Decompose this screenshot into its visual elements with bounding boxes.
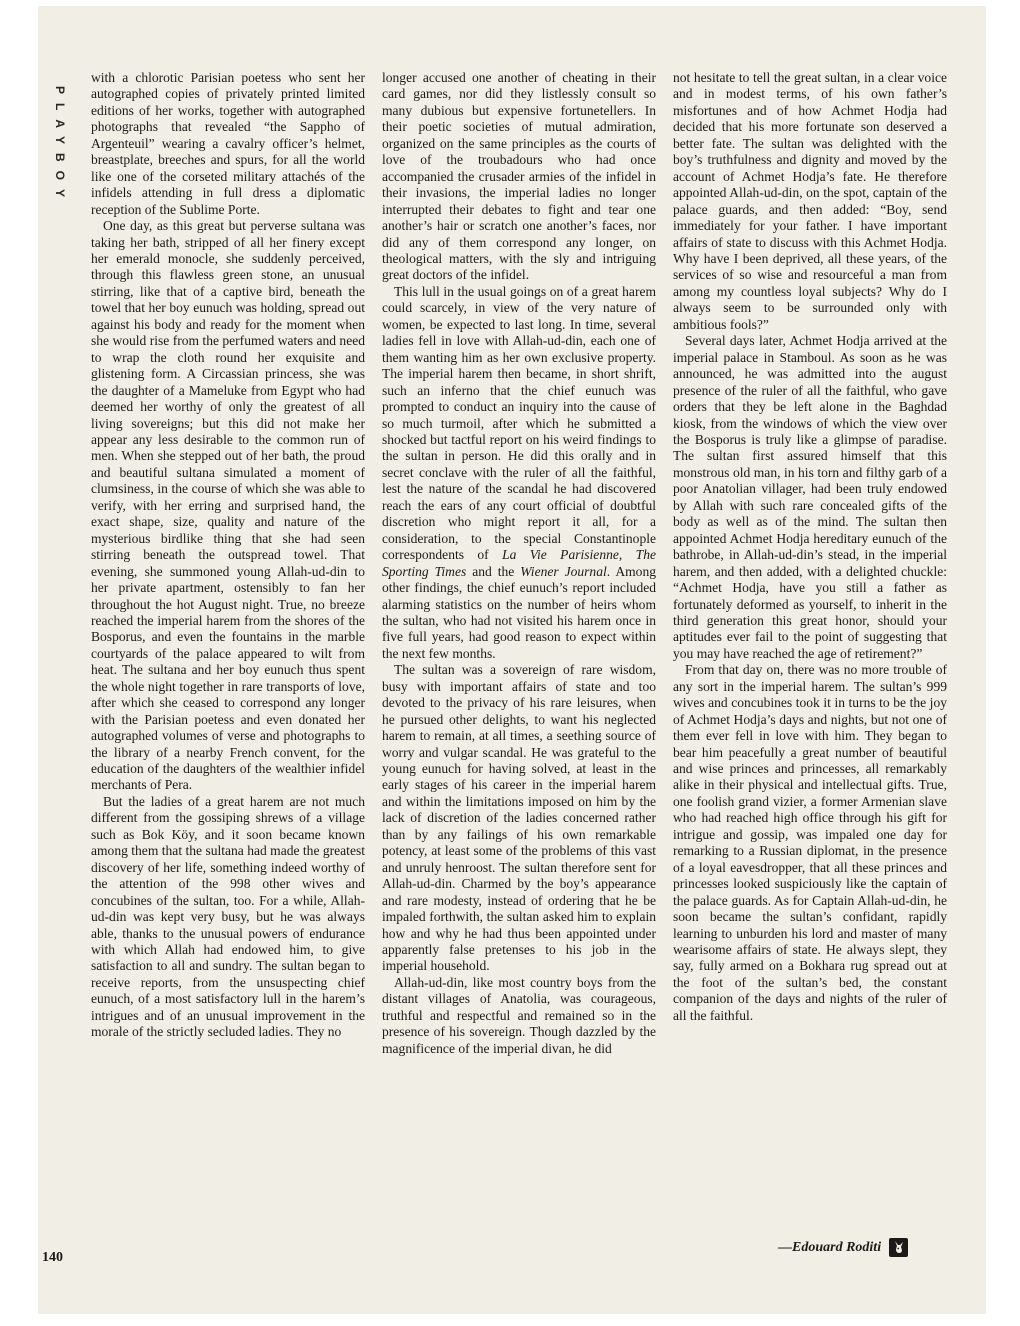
publication-title: The Sporting Times [382, 547, 656, 579]
article-paragraph [382, 662, 656, 975]
article-column-1 [91, 70, 365, 1041]
rabbit-head-end-mark-icon [889, 1238, 908, 1257]
paragraph-text: One day, as this great but perverse sultana was taking her bath, stripped of all her finery except her emerald monocle, she suddenly perceived, through this flawless green stone, an unusual stirring, like that of a captive bird, beneath the towel that her boy eunuch was holding, spread out against his body and ready for the moment when she would rise from the perfumed waters and need to wrap the cloth round her exquisite and glistening form. A Circassian princess, she was the daughter of a Mameluke from Egypt who had deemed her worthy of only the greatest of all living sovereigns; but this did not make her appear any less desirable to the common run of men. When she stepped out of her bath, the proud and beautiful sultana simulated a moment of clumsiness, in the course of which she was able to verify, with her erring and surprised hand, the exact shape, size, quality and nature of the mysterious birdlike thing that she had seen stirring beneath the outspread towel. That evening, she summoned young Allah-ud-din to her private apartment, ostensibly to fan her throughout the hot August night. True, no breeze reached the imperial harem from the shores of the Bosporus, and even the fountains in the marble courtyards of the palace appeared to wilt from heat. The sultana and her boy eunuch thus spent the whole night together in rare transports of love, after which she ceased to correspond any longer with the Parisian poetess and even donated her autographed volumes of verse and photographs to the library of a nearby French convent, for the education of the daughters of the wealthier infidel merchants of Pera. [91, 218, 365, 793]
paragraph-text: with a chlorotic Parisian poetess who sent her autographed copies of privately printed limited editions of her works, together with autographed photographs that revealed “the Sappho of Argenteuil” wearing a cavalry officer’s helmet, breastplate, breeches and spurs, for all the world like one of the corseted military attachés of the infidels attending in full dress a diplomatic reception of the Sublime Porte. [91, 70, 365, 217]
paragraph-text: Allah-ud-din, like most country boys from the distant villages of Anatolia, was courageous, truthful and respectful and remained so in the presence of his sovereign. Though dazzled by the magnificence of the imperial divan, he did [382, 974, 656, 1056]
paragraph-text: Several days later, Achmet Hodja arrived at the imperial palace in Stamboul. As soon as he was announced, he was admitted into the august presence of the ruler of all the faithful, who gave orders that they be left alone in the Baghdad kiosk, from the windows of which the view over the Bosporus is truly like a glimpse of paradise. The sultan first assured himself that this monstrous old man, in his torn and filthy garb of a poor Anatolian villager, had been truly endowed by Allah with such rare concealed gifts of the body as well as of the mind. The sultan then appointed Achmet Hodja hereditary eunuch of the bathrobe, in Allah-ud-din’s stead, in the imperial harem, and then added, with a delighted chuckle: “Achmet Hodja, have you still a father as fortunately deformed as yourself, to inherit in the third generation this great honor, should your aptitudes ever fail to the point of suggesting that you may have reached the age of retirement?” [673, 333, 947, 661]
paragraph-text: , [618, 547, 636, 563]
paragraph-text: and the [466, 563, 521, 579]
brand-label: PLAYBOY [53, 86, 67, 206]
article-paragraph [382, 70, 656, 284]
article-paragraph [382, 975, 656, 1057]
article-paragraph [91, 218, 365, 794]
article-paragraph [91, 794, 365, 1041]
paragraph-text: But the ladies of a great harem are not much different from the gossiping shrews of a village such as Bok Köy, and it soon became known among them that the sultana had made the greatest discovery of her life, something indeed worthy of the attention of the 998 other wives and concubines of the sultan, too. For a while, Allah-ud-din was kept very busy, but he was always able, thanks to the unusual powers of endurance with which Allah had endowed him, to give satisfaction to all and sundry. The sultan began to receive reports, from the unsuspecting chief eunuch, of a most satisfactory lull in the harem’s intrigues and of an unusual improvement in the morale of the strictly secluded ladies. They no [91, 793, 365, 1040]
magazine-page [38, 6, 986, 1314]
page-number: 140 [42, 1250, 63, 1265]
byline: —Edouard Roditi [778, 1239, 882, 1255]
article-paragraph [673, 333, 947, 662]
article-paragraph [382, 284, 656, 662]
article-column-2 [382, 70, 656, 1057]
paragraph-text: This lull in the usual goings on of a great harem could scarcely, in view of the very nature of women, be expected to last long. In time, several ladies fell in love with Allah-ud-din, each one of them wanting him as her own exclusive property. The imperial harem then became, in short shrift, such an inferno that the chief eunuch was prompted to conduct an inquiry into the cause of so much turmoil, after which he submitted a shocked but tactful report on his weird findings to the sultan in person. He did this orally and in secret conclave with the ruler of all the faithful, lest the nature of the scandal he had discovered reach the ears of any court official of doubtful discretion who might report it all, for a consideration, to the special Constantinople correspondents of [382, 283, 656, 563]
article-paragraph [91, 70, 365, 218]
paragraph-text: longer accused one another of cheating in their card games, nor did they listlessly consult so many dubious but expensive fortunetellers. In their poetic societies of mutual admiration, organized on the same principles as the courts of love of the troubadours who had once accompanied the crusader armies of the infidel in their invasions, the imperial ladies no longer interrupted their debates to fight and tear one another’s hair or scratch one another’s faces, nor did any of them correspond any longer, on theological matters, with the sly and intriguing great doctors of the infidel. [382, 70, 656, 283]
publication-title: La Vie Parisienne [502, 547, 619, 563]
article-paragraph [673, 662, 947, 1024]
paragraph-text: From that day on, there was no more trouble of any sort in the imperial harem. The sultan’s 999 wives and concubines took it in turns to be the joy of Achmet Hodja’s days and nights, but not one of them ever fell in love with him. They began to bear him peacefully a great number of beautiful and wise princes and princesses, all remarkably alike in their physical and intellectual gifts. True, one foolish grand vizier, a former Armenian slave who had reached high office through his gift for intrigue and gossip, was impaled one day for remarking to a Russian diplomat, in the presence of a loyal eavesdropper, that all these princes and princesses looked suspiciously like the captain of the palace guards. As for Captain Allah-ud-din, he soon became the sultan’s confidant, rapidly learning to unburden his lord and master of many wearisome affairs of state. He always slept, they say, fully armed on a Bokhara rug spread out at the foot of the sultan’s bed, the constant companion of the days and nights of the ruler of all the faithful. [673, 662, 947, 1023]
article-column-3 [673, 70, 947, 1024]
paragraph-text: The sultan was a sovereign of rare wisdom, busy with important affairs of state and too devoted to the privacy of his rare leisures, when he pursued other delights, to want his neglected harem to remain, at all times, a seething source of worry and vulgar scandal. He was grateful to the young eunuch for having solved, at least in the early stages of his career in the imperial harem and within the limitations imposed on him by the lack of discretion of the ladies concerned rather than by any failings of his own remarkable potency, at least some of the problems of this vast and unruly henroost. The sultan therefore sent for Allah-ud-din. Charmed by the boy’s appearance and rare modesty, instead of ordering that he be impaled forthwith, the sultan asked him to explain how and why he had thus been appointed under apparently false pretenses to his job in the imperial household. [382, 662, 656, 974]
paragraph-text: . Among other findings, the chief eunuch’s report included alarming statistics on the number of heirs whom the sultan, who had not visited his harem once in five full years, had good reason to expect within the next few months. [382, 563, 656, 661]
author-signature [778, 1238, 908, 1257]
article-paragraph [673, 70, 947, 333]
playboy-sidebar-logo [50, 66, 70, 226]
publication-title: Wiener Journal [520, 563, 607, 579]
paragraph-text: not hesitate to tell the great sultan, in a clear voice and in modest terms, of his own father’s misfortunes and of how Achmet Hodja had decided that his more fortunate son deserved a better fate. The sultan was delighted with the boy’s truthfulness and dignity and moved by the account of Achmet Hodja’s fate. He therefore appointed Allah-ud-din, on the spot, captain of the palace guards, and then added: “Boy, send immediately for your father. I have important affairs of state to discuss with this Achmet Hodja. Why have I been deprived, all these years, of the services of so wise and resourceful a man from among my countless loyal subjects? Why do I always seem to be surrounded only with ambitious fools?” [673, 70, 947, 332]
